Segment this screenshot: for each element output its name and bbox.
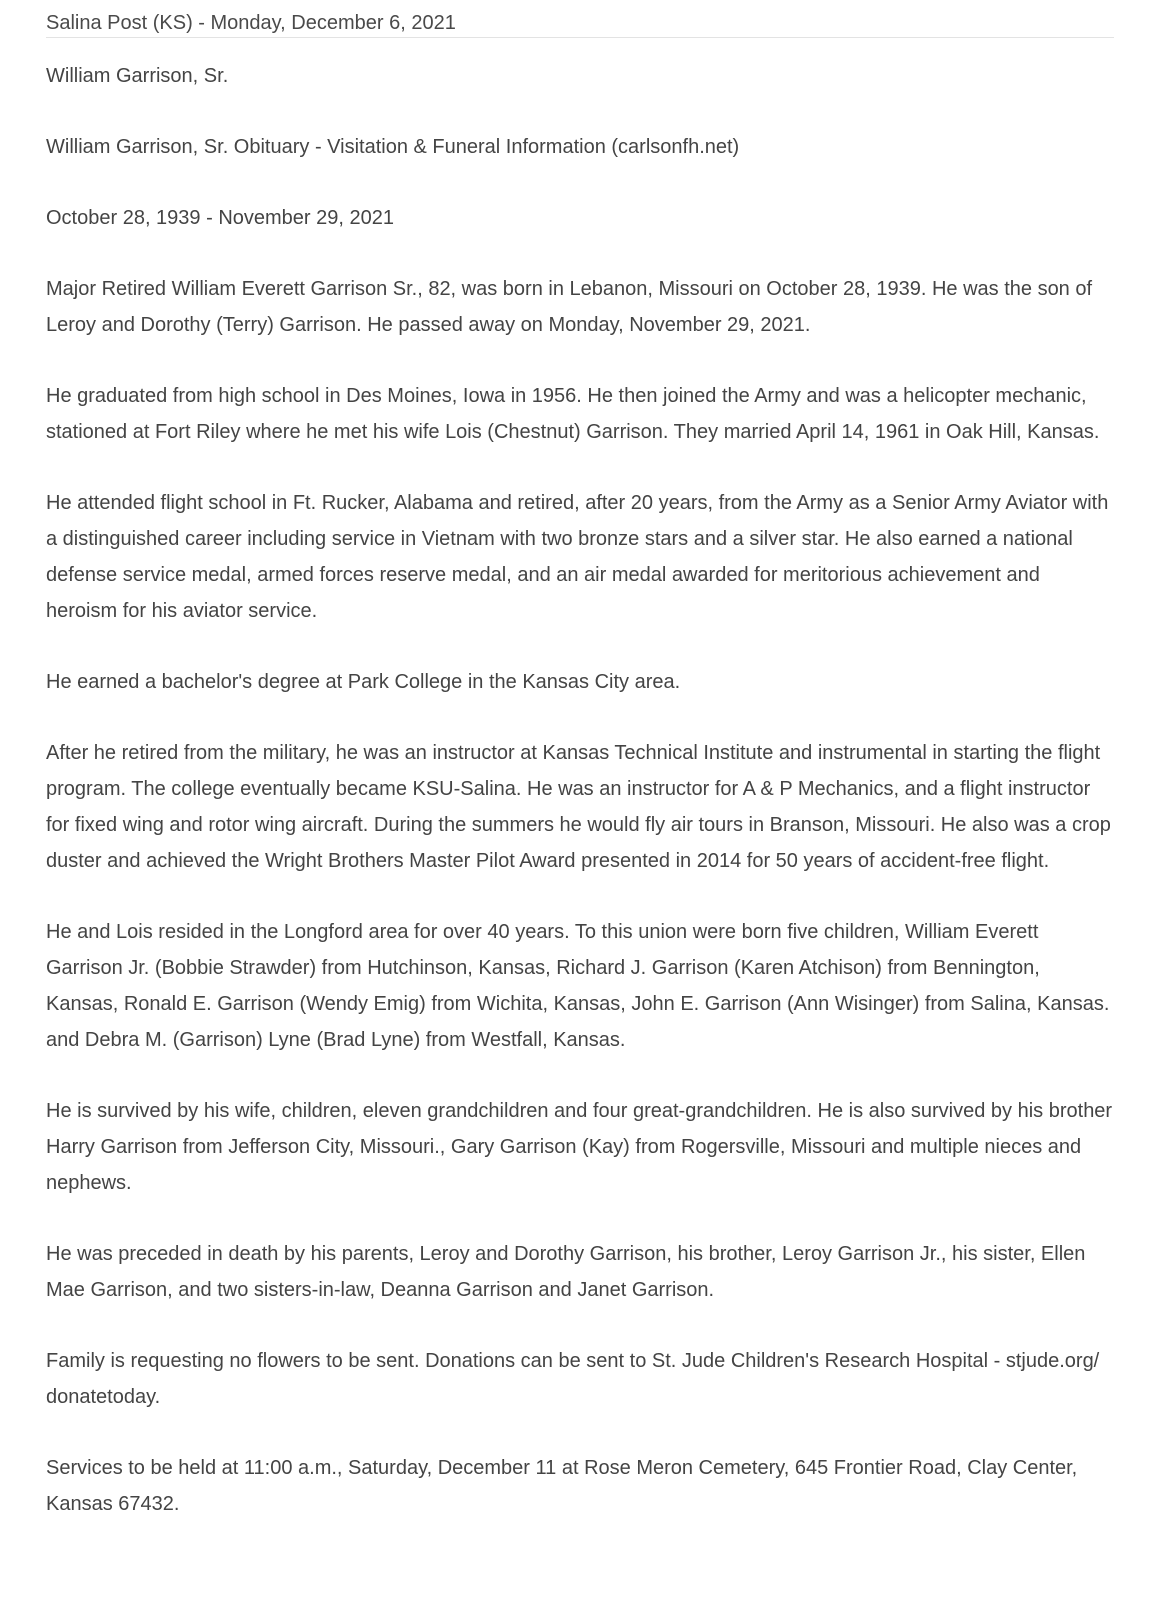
- source-line: Salina Post (KS) - Monday, December 6, 2021: [46, 12, 456, 34]
- source-header: [46, 0, 1114, 38]
- paragraph-degree: He earned a bachelor's degree at Park College in the Kansas City area.: [46, 671, 681, 693]
- paragraph-survived-by: He is survived by his wife, children, eleven grandchildren and four great-grandchildren. He is also survived by his brother Harry Garrison from Jefferson City, Missouri., Gary Garrison (Kay) from Rogersville, Missouri and multiple nieces and nephews.: [46, 1100, 1113, 1194]
- paragraph-military: He attended flight school in Ft. Rucker, Alabama and retired, after 20 years, from the Army as a Senior Army Aviator with a distinguished career including service in Vietnam with two bronze stars and a silver star. He also earned a national defense service medal, armed forces reserve medal, and an air medal awarded for meritorious achievement and heroism for his aviator service.: [46, 492, 1109, 622]
- paragraph-career: After he retired from the military, he was an instructor at Kansas Technical Institute and instrumental in starting the flight program. The college eventually became KSU-Salina. He was an instructor for A & P Mechanics, and a flight instructor for fixed wing and rotor wing aircraft. During the summers he would fly air tours in Branson, Missouri. He also was a crop duster and achieved the Wright Brothers Master Pilot Award presented in 2014 for 50 years of accident-free flight.: [46, 742, 1111, 872]
- paragraph-birth: Major Retired William Everett Garrison Sr., 82, was born in Lebanon, Missouri on October 28, 1939. He was the son of Leroy and Dorothy (Terry) Garrison. He passed away on Monday, November 29, 2021.: [46, 278, 1093, 336]
- paragraph-donations: Family is requesting no flowers to be sent. Donations can be sent to St. Jude Children's Research Hospital - stjude.org/ donatetoday.: [46, 1350, 1100, 1408]
- deceased-name: William Garrison, Sr.: [46, 65, 229, 87]
- paragraph-family: He and Lois resided in the Longford area for over 40 years. To this union were born five children, William Everett Garrison Jr. (Bobbie Strawder) from Hutchinson, Kansas, Richard J. Garrison (Karen Atchison) from Bennington, Kansas, Ronald E. Garrison (Wendy Emig) from Wichita, Kansas, John E. Garrison (Ann Wisinger) from Salina, Kansas. and Debra M. (Garrison) Lyne (Brad Lyne) from Westfall, Kansas.: [46, 921, 1110, 1051]
- obituary-link-text: William Garrison, Sr. Obituary - Visitation & Funeral Information (carlsonfh.net): [46, 136, 740, 158]
- paragraph-services: Services to be held at 11:00 a.m., Saturday, December 11 at Rose Meron Cemetery, 645 Frontier Road, Clay Center, Kansas 67432.: [46, 1457, 1078, 1515]
- paragraph-preceded-by: He was preceded in death by his parents, Leroy and Dorothy Garrison, his brother, Leroy Garrison Jr., his sister, Ellen Mae Garrison, and two sisters-in-law, Deanna Garrison and Janet Garrison.: [46, 1243, 1086, 1301]
- paragraph-education-marriage: He graduated from high school in Des Moines, Iowa in 1956. He then joined the Army and was a helicopter mechanic, stationed at Fort Riley where he met his wife Lois (Chestnut) Garrison. They married April 14, 1961 in Oak Hill, Kansas.: [46, 385, 1100, 443]
- life-dates: October 28, 1939 - November 29, 2021: [46, 207, 394, 229]
- obituary-content: [46, 38, 1114, 1522]
